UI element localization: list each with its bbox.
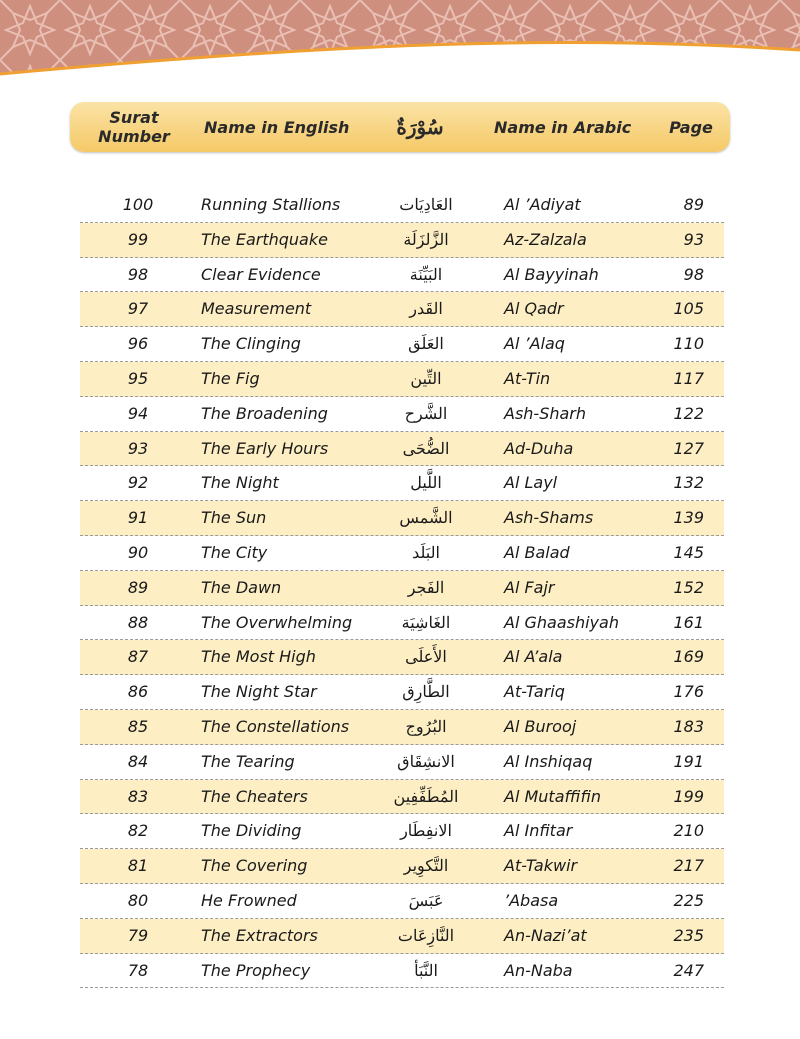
table-row: [80, 710, 724, 745]
surah-name-english: The Tearing: [201, 751, 295, 771]
surah-name-english: The Extractors: [201, 925, 318, 945]
surah-name-transliteration: Al A’ala: [504, 647, 563, 667]
surah-number: 84: [127, 751, 149, 771]
surah-name-arabic-script: العَادِيَات: [399, 195, 453, 214]
surah-name-transliteration: Al ’Adiyat: [504, 195, 581, 214]
surah-name-arabic-script: الطَّارِق: [402, 682, 450, 702]
table-row: [80, 919, 724, 954]
surah-name-english: The Broadening: [201, 403, 328, 423]
table-row: [80, 571, 724, 606]
surah-name-transliteration: Al Inshiqaq: [504, 751, 593, 771]
surah-name-english: The Night Star: [201, 682, 317, 702]
surah-name-transliteration: At-Tin: [504, 368, 551, 388]
page-number: 93: [683, 229, 704, 249]
table-row: [80, 536, 724, 571]
surah-name-english: The Most High: [201, 647, 316, 667]
surah-name-transliteration: Al Burooj: [504, 716, 577, 736]
surah-name-transliteration: Al Infitar: [504, 821, 573, 841]
surah-name-arabic-script: عَبَسَ: [408, 890, 444, 910]
page-number: 110: [673, 334, 704, 354]
surah-name-transliteration: ’Abasa: [504, 890, 559, 910]
decorative-banner: [0, 0, 800, 84]
surah-number: 92: [127, 473, 149, 493]
page-number: 117: [673, 368, 704, 388]
page-number: 169: [673, 647, 704, 667]
surah-name-arabic-script: الغَاشِيَة: [401, 612, 451, 632]
surah-name-arabic-script: الأَعلَى: [405, 647, 447, 667]
page-number: 152: [673, 577, 704, 597]
page-number: 105: [673, 299, 704, 319]
header-page: Page: [669, 117, 713, 137]
surah-name-arabic-script: النَّبَأ: [414, 960, 438, 980]
surah-name-arabic-script: البَيِّنَة: [409, 264, 443, 284]
surah-table: [80, 188, 724, 988]
surah-name-transliteration: Ash-Shams: [504, 508, 594, 528]
surah-name-transliteration: Al Layl: [504, 473, 558, 493]
surah-name-transliteration: Al ’Alaq: [504, 334, 565, 354]
page-number: 217: [673, 856, 704, 876]
surah-number: 94: [127, 403, 149, 423]
table-row: [80, 292, 724, 327]
surah-number: 86: [127, 682, 149, 702]
table-row: [80, 606, 724, 641]
table-row: [80, 884, 724, 919]
surah-name-arabic-script: الشَّرح: [404, 403, 448, 423]
surah-name-arabic-script: الضُّحَى: [402, 438, 450, 458]
surah-name-english: The Night: [201, 473, 279, 493]
table-row: [80, 780, 724, 815]
table-row: [80, 223, 724, 258]
surah-name-english: The Earthquake: [201, 229, 328, 249]
page-number: 161: [673, 612, 704, 632]
surah-name-arabic-script: الانشِقَاق: [397, 751, 455, 771]
surah-name-transliteration: At-Tariq: [504, 682, 565, 702]
surah-name-transliteration: At-Takwir: [504, 856, 578, 876]
surah-number: 95: [127, 368, 149, 388]
surah-number: 98: [127, 264, 149, 284]
surah-name-transliteration: Al Qadr: [504, 299, 564, 319]
surah-name-arabic-script: الانفِطَار: [400, 821, 452, 841]
table-row: [80, 188, 724, 223]
table-row: [80, 258, 724, 293]
table-row: [80, 501, 724, 536]
surah-name-english: The Covering: [201, 856, 308, 876]
table-row: [80, 640, 724, 675]
surah-name-arabic-script: القَدر: [409, 299, 443, 319]
surah-number: 97: [127, 299, 149, 319]
surah-name-arabic-script: التَّكوِير: [403, 856, 449, 876]
table-row: [80, 954, 724, 989]
surah-name-transliteration: An-Nazi’at: [504, 925, 587, 945]
surah-name-english: Running Stallions: [201, 195, 341, 214]
page-number: 145: [673, 542, 704, 562]
surah-name-arabic-script: التِّين: [410, 368, 442, 388]
table-row: [80, 745, 724, 780]
surah-name-english: The Early Hours: [201, 438, 329, 458]
surah-number: 85: [127, 716, 149, 736]
header-name-english: Name in English: [204, 117, 350, 137]
surah-name-transliteration: Az-Zalzala: [504, 229, 587, 249]
table-row: [80, 466, 724, 501]
page-number: 127: [673, 438, 704, 458]
page-number: 247: [673, 960, 704, 980]
page-number: 89: [683, 195, 704, 214]
surah-name-arabic-script: النَّازِعَات: [397, 925, 455, 945]
surah-name-arabic-script: البَلَد: [412, 542, 440, 562]
surah-name-arabic-script: البُرُوج: [405, 716, 447, 736]
surah-number: 100: [122, 195, 154, 214]
page-number: 225: [673, 890, 704, 910]
page-number: 210: [673, 821, 704, 841]
surah-name-arabic-script: الفَجر: [407, 577, 445, 597]
surah-name-arabic-script: العَلَق: [408, 334, 444, 354]
surah-name-transliteration: Al Mutaffifin: [504, 786, 601, 806]
page-number: 132: [673, 473, 704, 493]
table-header: [70, 102, 730, 152]
surah-number: 81: [127, 856, 149, 876]
surah-number: 87: [127, 647, 149, 667]
surah-name-english: The Cheaters: [201, 786, 308, 806]
surah-number: 80: [127, 890, 149, 910]
surah-name-arabic-script: المُطَفِّفِين: [393, 786, 459, 806]
surah-number: 88: [127, 612, 149, 632]
surah-name-english: The Clinging: [201, 334, 301, 354]
surah-number: 91: [127, 508, 149, 528]
page-number: 176: [673, 682, 704, 702]
surah-name-transliteration: Al Fajr: [504, 577, 555, 597]
surah-name-arabic-script: الشَّمس: [399, 508, 453, 528]
surah-name-arabic-script: اللَّيل: [410, 473, 442, 493]
surah-number: 78: [127, 960, 149, 980]
surah-name-english: The Constellations: [201, 716, 350, 736]
page-number: 139: [673, 508, 704, 528]
surah-number: 79: [127, 925, 149, 945]
page-number: 183: [673, 716, 704, 736]
table-row: [80, 327, 724, 362]
surah-name-transliteration: Ad-Duha: [504, 438, 574, 458]
surah-name-transliteration: Al Bayyinah: [504, 264, 599, 284]
header-name-arabic: Name in Arabic: [494, 117, 632, 137]
header-surat-number: Surat Number: [98, 108, 170, 146]
surah-name-transliteration: Al Ghaashiyah: [504, 612, 619, 632]
surah-number: 90: [127, 542, 149, 562]
table-row: [80, 362, 724, 397]
surah-number: 82: [127, 821, 149, 841]
surah-name-english: The Overwhelming: [201, 612, 353, 632]
page-number: 199: [673, 786, 704, 806]
table-row: [80, 849, 724, 884]
page-number: 98: [683, 264, 704, 284]
table-row: [80, 432, 724, 467]
surah-number: 89: [127, 577, 149, 597]
table-row: [80, 397, 724, 432]
surah-name-english: The Prophecy: [201, 960, 311, 980]
page-number: 235: [673, 925, 704, 945]
surah-name-english: Clear Evidence: [201, 264, 321, 284]
surah-name-english: The Dividing: [201, 821, 302, 841]
table-row: [80, 814, 724, 849]
page-number: 122: [673, 403, 704, 423]
page-number: 191: [673, 751, 704, 771]
surah-name-english: Measurement: [201, 299, 312, 319]
surah-name-transliteration: An-Naba: [504, 960, 573, 980]
surah-number: 96: [127, 334, 149, 354]
surah-name-arabic-script: الزَّلزَلَة: [403, 229, 449, 249]
surah-number: 83: [127, 786, 149, 806]
header-surah-arabic: سُوْرَةٌ: [396, 114, 444, 139]
surah-name-english: He Frowned: [201, 890, 297, 910]
surah-name-transliteration: Al Balad: [504, 542, 570, 562]
surah-number: 93: [127, 438, 149, 458]
surah-name-english: The Sun: [201, 508, 267, 528]
surah-name-transliteration: Ash-Sharh: [504, 403, 587, 423]
surah-name-english: The City: [201, 542, 268, 562]
surah-name-english: The Fig: [201, 368, 260, 388]
surah-number: 99: [127, 229, 149, 249]
surah-name-english: The Dawn: [201, 577, 282, 597]
table-row: [80, 675, 724, 710]
